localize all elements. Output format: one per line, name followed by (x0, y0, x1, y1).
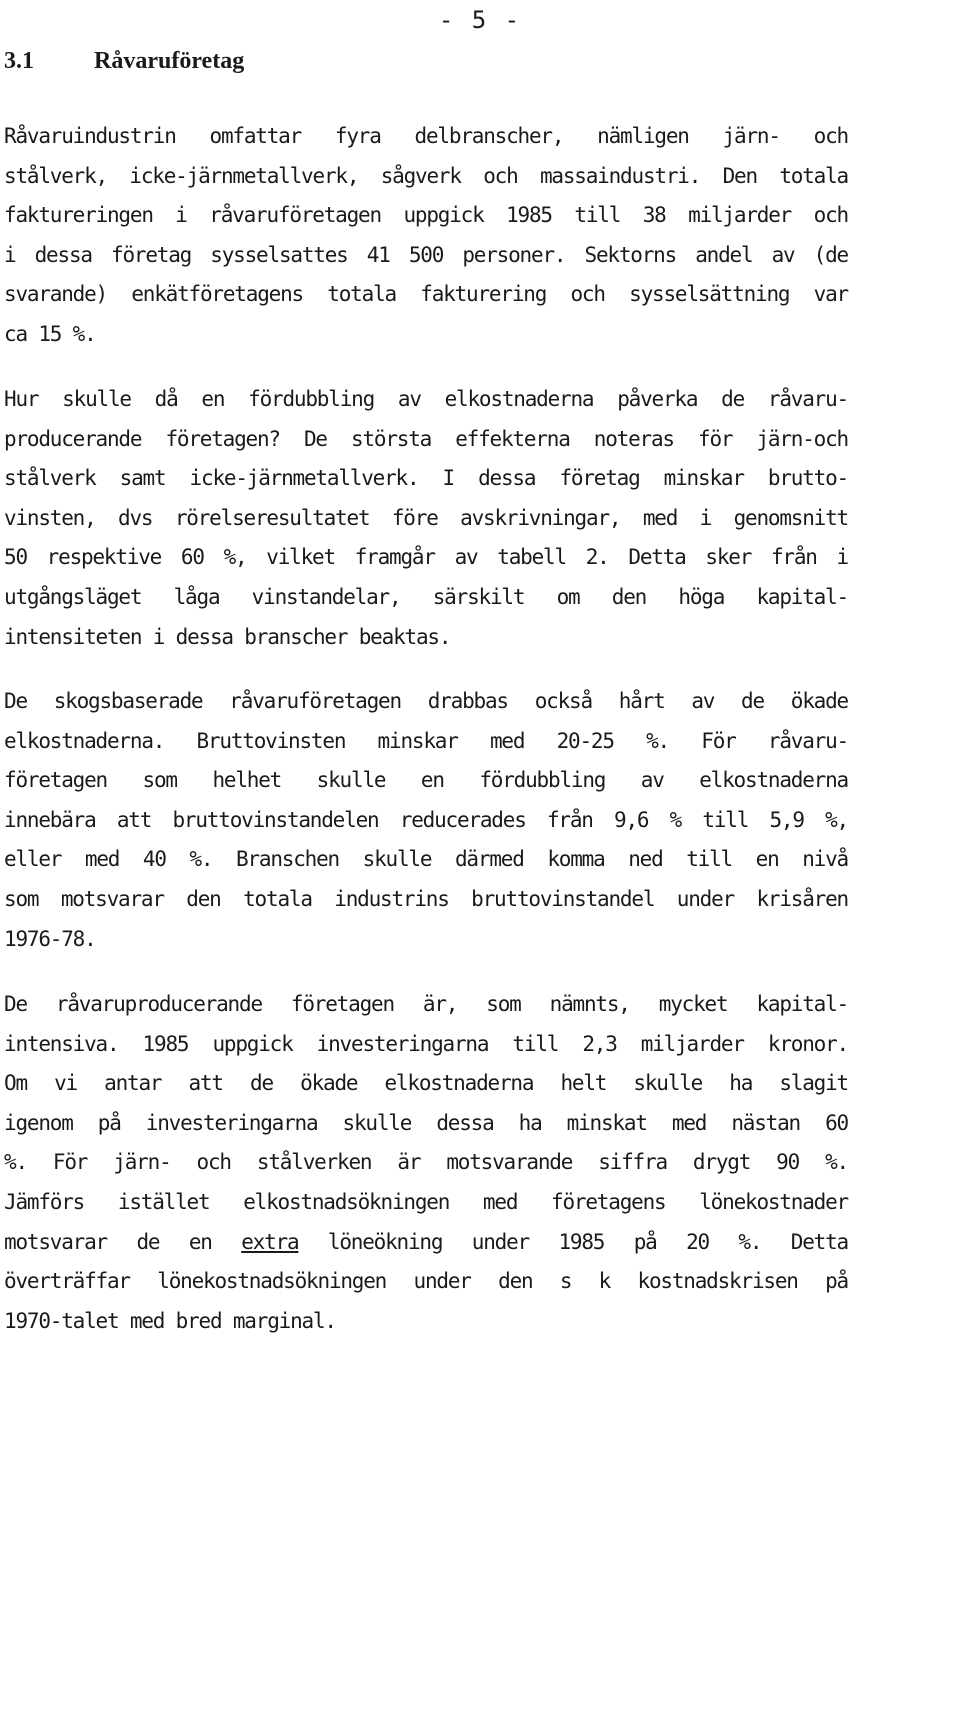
text-line: producerande företagen? De största effekterna noteras för järn-och (4, 426, 848, 451)
text-line: i dessa företag sysselsattes 41 500 personer. Sektorns andel av (de (4, 242, 848, 267)
section-heading (4, 48, 244, 75)
underlined-word: extra (241, 1229, 299, 1254)
text-line (4, 1223, 848, 1263)
text-line: 1976-78. (4, 926, 96, 951)
text-line: Om vi antar att de ökade elkostnaderna helt skulle ha slagit (4, 1071, 848, 1096)
paragraph-2 (4, 380, 848, 657)
text-line: intensiteten i dessa branscher beaktas. (4, 624, 451, 649)
paragraph-1 (4, 117, 848, 355)
text-line: svarande) enkätföretagens totala fakturering och sysselsättning var (4, 282, 848, 307)
text-line: De råvaruproducerande företagen är, som nämnts, mycket kapital- (4, 992, 848, 1016)
page-number: - 5 - (438, 6, 522, 34)
paragraph-4 (4, 985, 848, 1341)
text-segment: löneökning under 1985 på 20 %. Detta (298, 1229, 848, 1254)
text-line: intensiva. 1985 uppgick investeringarna till 2,3 miljarder kronor. (4, 1031, 848, 1056)
text-line: eller med 40 %. Branschen skulle därmed komma ned till en nivå (4, 847, 848, 872)
text-line: ca 15 %. (4, 321, 96, 346)
text-line: stålverk, icke-järnmetallverk, sågverk och massaindustri. Den totala (4, 163, 848, 188)
text-line: %. För järn- och stålverken är motsvarande siffra drygt 90 %. (4, 1150, 848, 1175)
paragraph-3 (4, 682, 848, 959)
text-line: stålverk samt icke-järnmetallverk. I dessa företag minskar brutto- (4, 466, 848, 491)
section-number: 3.1 (4, 48, 34, 74)
text-line: Hur skulle då en fördubbling av elkostnaderna påverka de råvaru- (4, 387, 848, 411)
text-line: innebära att bruttovinstandelen reducerades från 9,6 % till 5,9 %, (4, 807, 848, 832)
text-line: faktureringen i råvaruföretagen uppgick 1985 till 38 miljarder och (4, 203, 848, 228)
section-title: Råvaruföretag (94, 48, 245, 74)
text-line: 1970-talet med bred marginal. (4, 1308, 336, 1333)
text-line: överträffar lönekostnadsökningen under den s k kostnadskrisen på (4, 1269, 848, 1294)
text-line: som motsvarar den totala industrins bruttovinstandel under krisåren (4, 886, 848, 911)
text-line: utgångsläget låga vinstandelar, särskilt om den höga kapital- (4, 584, 848, 609)
text-line: Råvaruindustrin omfattar fyra delbranscher, nämligen järn- och (4, 124, 848, 148)
text-line: 50 respektive 60 %, vilket framgår av tabell 2. Detta sker från i (4, 545, 848, 570)
text-line: Jämförs istället elkostnadsökningen med företagens lönekostnader (4, 1189, 848, 1214)
text-segment: motsvarar de en (4, 1229, 242, 1254)
text-line: De skogsbaserade råvaruföretagen drabbas också hårt av de ökade (4, 689, 848, 713)
text-line: igenom på investeringarna skulle dessa ha minskat med nästan 60 (4, 1110, 848, 1135)
text-line: företagen som helhet skulle en fördubbling av elkostnaderna (4, 768, 848, 793)
text-line: elkostnaderna. Bruttovinsten minskar med 20-25 %. För råvaru- (4, 728, 848, 753)
text-line: vinsten, dvs rörelseresultatet före avskrivningar, med i genomsnitt (4, 505, 848, 530)
